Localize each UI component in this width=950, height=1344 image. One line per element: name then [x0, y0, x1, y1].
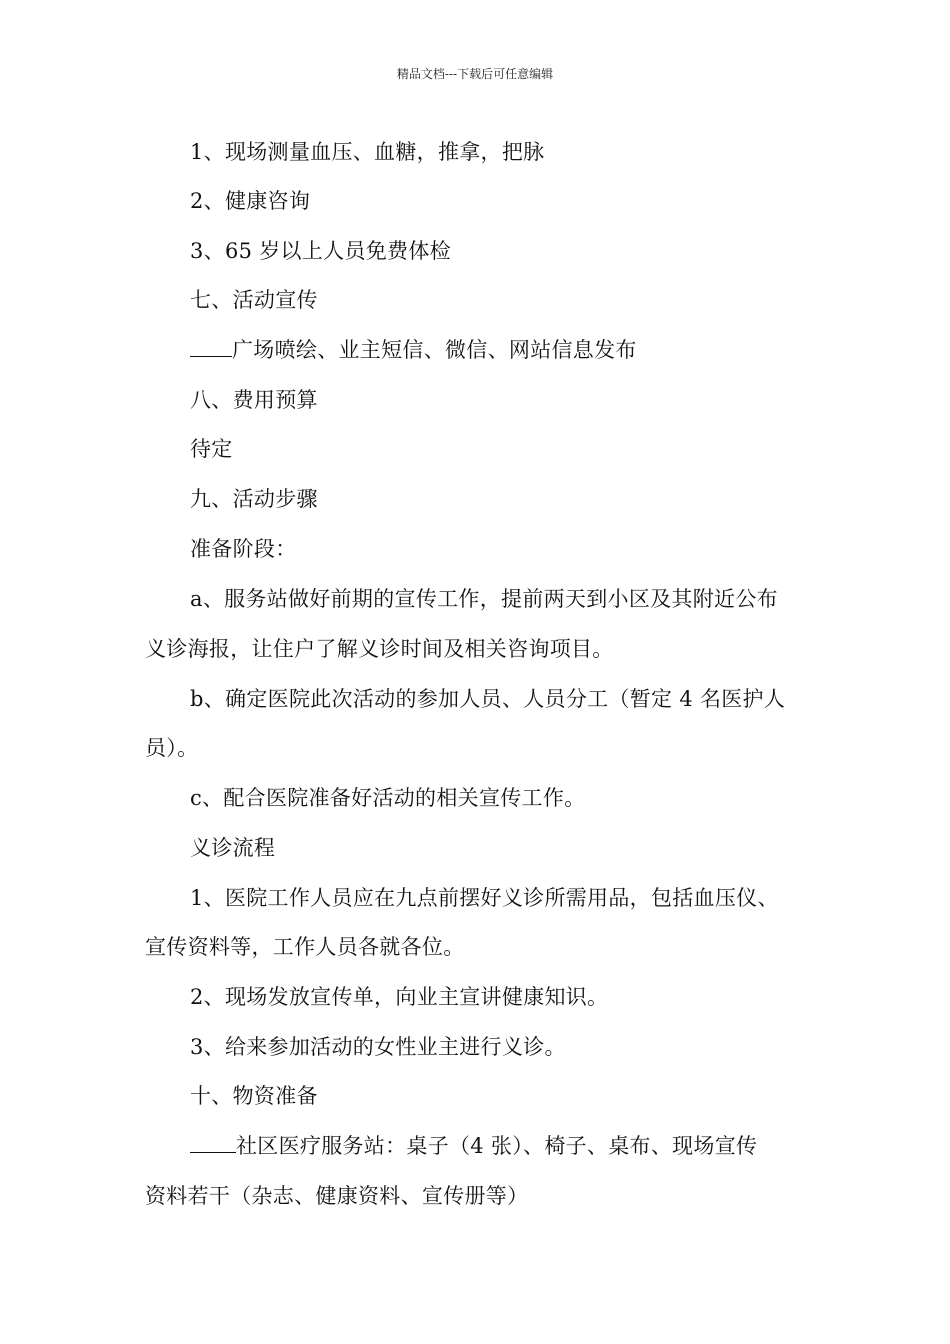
blank-underline [190, 336, 232, 357]
paragraph-line: 3、65 岁以上人员免费体检 [190, 239, 451, 263]
paragraph-text: 社区医疗服务站：桌子（4 张）、椅子、桌布、现场宣传 [236, 1134, 758, 1158]
subheading: 义诊流程 [190, 836, 276, 860]
section-heading: 七、活动宣传 [190, 288, 318, 312]
paragraph-line [190, 336, 637, 364]
page-header: 精品文档---下载后可任意编辑 [396, 67, 554, 81]
section-heading: 八、费用预算 [190, 388, 318, 412]
section-heading: 十、物资准备 [190, 1084, 318, 1108]
paragraph-line: c、配合医院准备好活动的相关宣传工作。 [190, 786, 586, 810]
paragraph-line: 待定 [190, 437, 233, 461]
paragraph-text: 广场喷绘、业主短信、微信、网站信息发布 [232, 338, 637, 362]
subheading: 准备阶段： [190, 537, 297, 561]
paragraph-line: 1、现场测量血压、血糖，推拿，把脉 [190, 140, 545, 164]
blank-underline [190, 1132, 236, 1153]
section-heading: 九、活动步骤 [190, 487, 318, 511]
paragraph-line: 2、健康咨询 [190, 189, 311, 213]
paragraph-line: 义诊海报，让住户了解义诊时间及相关咨询项目。 [145, 637, 614, 661]
paragraph-line: b、确定医院此次活动的参加人员、人员分工（暂定 4 名医护人 [190, 687, 786, 711]
paragraph-line: a、服务站做好前期的宣传工作，提前两天到小区及其附近公布 [190, 587, 778, 611]
paragraph-line: 资料若干（杂志、健康资料、宣传册等） [145, 1184, 529, 1208]
paragraph-line: 宣传资料等，工作人员各就各位。 [145, 935, 465, 959]
paragraph-line: 员）。 [145, 736, 199, 760]
paragraph-line: 2、现场发放宣传单，向业主宣讲健康知识。 [190, 985, 609, 1009]
paragraph-line: 1、医院工作人员应在九点前摆好义诊所需用品，包括血压仪、 [190, 886, 779, 910]
paragraph-line [190, 1132, 757, 1160]
paragraph-line: 3、给来参加活动的女性业主进行义诊。 [190, 1035, 566, 1059]
